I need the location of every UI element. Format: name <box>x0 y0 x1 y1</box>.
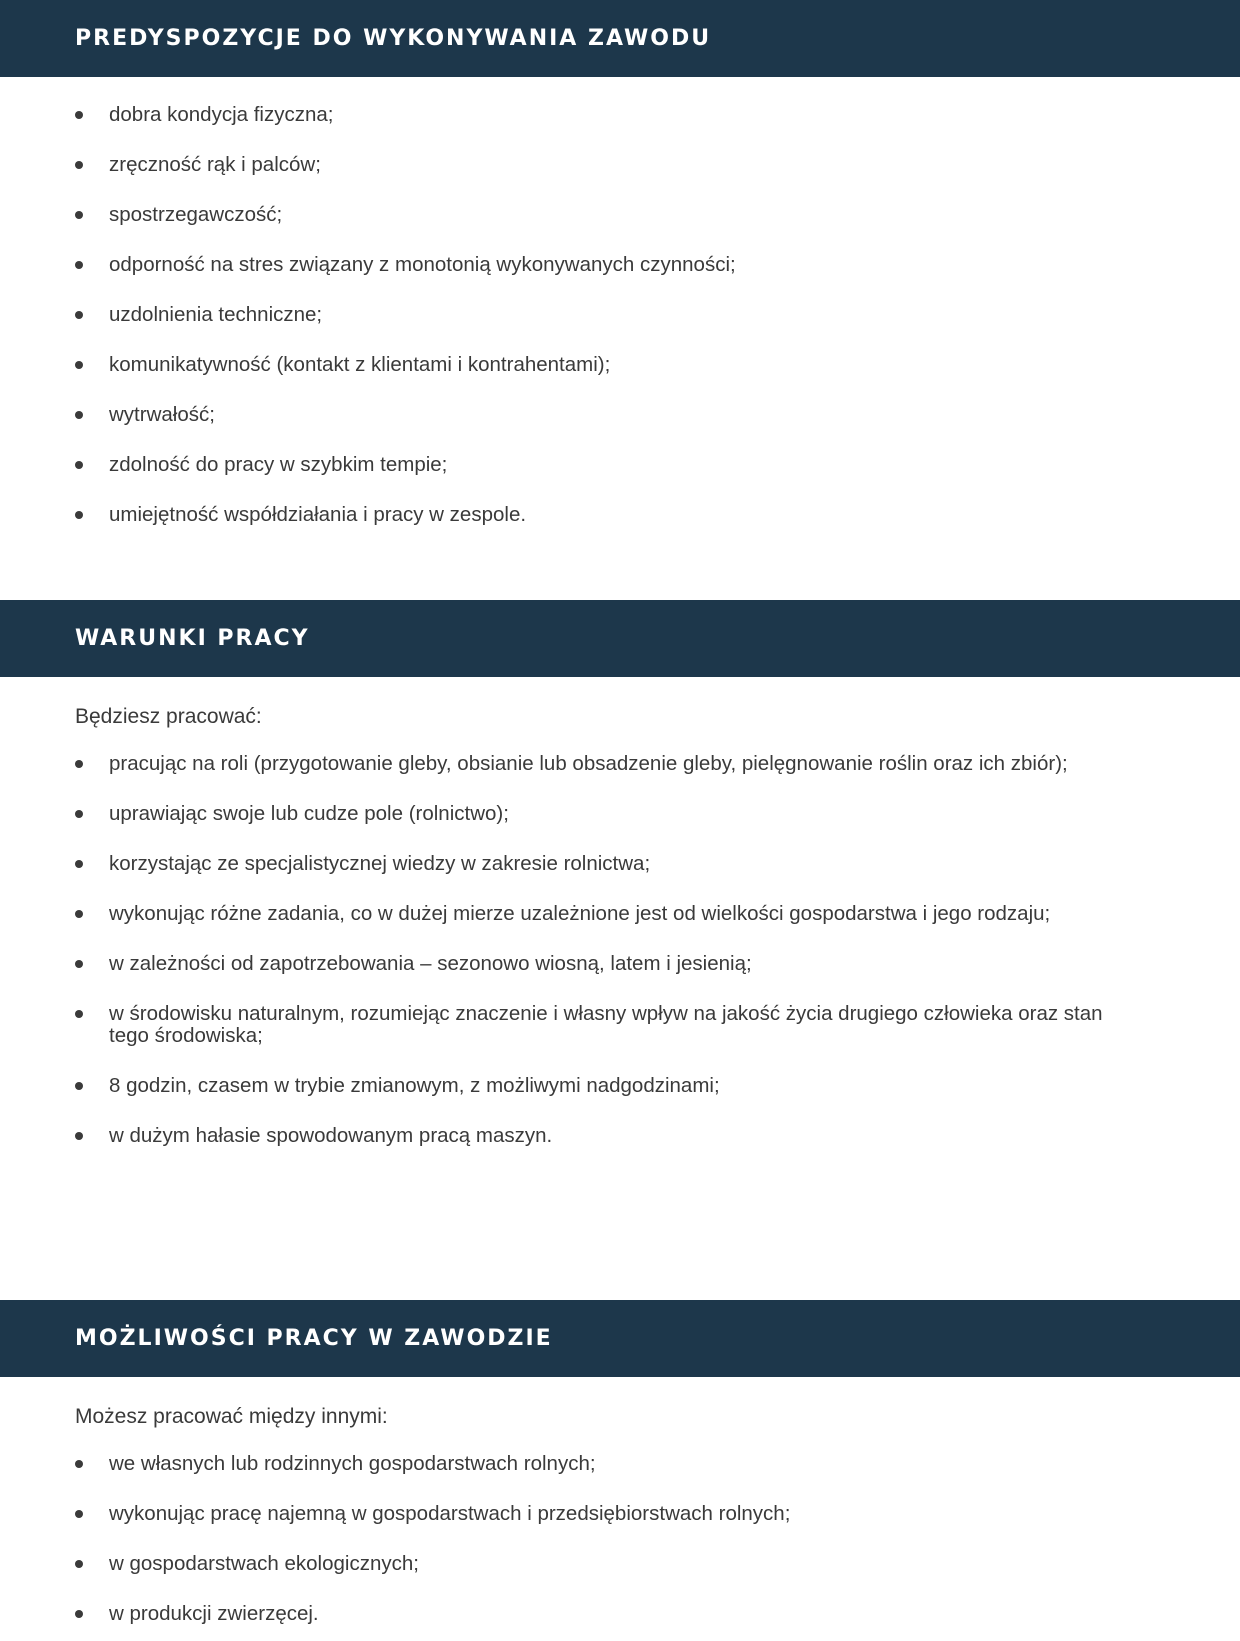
bullet-icon <box>75 111 83 119</box>
list-item <box>75 1553 1185 1575</box>
bullet-icon <box>75 461 83 469</box>
list-item-text: komunikatywność (kontakt z klientami i kontrahentami); <box>109 353 611 376</box>
list-item <box>75 354 1185 376</box>
bullet-icon <box>75 261 83 269</box>
list-item-text: spostrzegawczość; <box>109 203 283 226</box>
list-item <box>75 853 1185 875</box>
list-item-text: wykonując pracę najemną w gospodarstwach i przedsiębiorstwach rolnych; <box>109 1502 791 1525</box>
bullet-icon <box>75 1610 83 1618</box>
bullet-icon <box>75 960 83 968</box>
list-item-text: w zależności od zapotrzebowania – sezonowo wiosną, latem i jesienią; <box>109 952 752 975</box>
bullet-icon <box>75 1082 83 1090</box>
bullet-list <box>75 753 1185 1147</box>
bullet-icon <box>75 910 83 918</box>
bullet-icon <box>75 860 83 868</box>
bullet-list <box>75 104 1185 526</box>
list-item-text: uzdolnienia techniczne; <box>109 303 323 326</box>
bullet-icon <box>75 810 83 818</box>
list-item-text: zręczność rąk i palców; <box>109 153 321 176</box>
list-item-text: zdolność do pracy w szybkim tempie; <box>109 453 448 476</box>
list-item-text: w produkcji zwierzęcej. <box>109 1602 319 1625</box>
list-item-text: we własnych lub rodzinnych gospodarstwach rolnych; <box>109 1452 596 1475</box>
bullet-icon <box>75 511 83 519</box>
bullet-icon <box>75 411 83 419</box>
bullet-icon <box>75 1510 83 1518</box>
list-item <box>75 154 1185 176</box>
list-item-text: umiejętność współdziałania i pracy w zespole. <box>109 503 527 526</box>
bullet-icon <box>75 1010 83 1018</box>
section-title: MOŻLIWOŚCI PRACY W ZAWODZIE <box>75 1326 553 1351</box>
section-header-warunki-pracy <box>0 600 1240 677</box>
list-item-text: wytrwałość; <box>109 403 215 426</box>
list-item-text: w środowisku naturalnym, rozumiejąc znaczenie i własny wpływ na jakość życia drugiego człowieka oraz stan tego środowiska; <box>109 1002 1103 1047</box>
list-item-text: pracując na roli (przygotowanie gleby, obsianie lub obsadzenie gleby, pielęgnowanie roślin oraz ich zbiór); <box>109 752 1068 775</box>
section-intro: Będziesz pracować: <box>75 705 262 728</box>
list-item <box>75 254 1185 276</box>
list-item <box>75 1075 1185 1097</box>
list-item-text: wykonując różne zadania, co w dużej mierze uzależnione jest od wielkości gospodarstwa i jego rodzaju; <box>109 902 1051 925</box>
list-item <box>75 753 1185 775</box>
list-item-text: w dużym hałasie spowodowanym pracą maszyn. <box>109 1124 553 1147</box>
list-item <box>75 1503 1185 1525</box>
list-item <box>75 1003 1139 1047</box>
bullet-icon <box>75 311 83 319</box>
list-item <box>75 1125 1185 1147</box>
list-item-text: uprawiając swoje lub cudze pole (rolnictwo); <box>109 802 509 825</box>
list-item <box>75 454 1185 476</box>
section-intro: Możesz pracować między innymi: <box>75 1405 388 1428</box>
list-item <box>75 803 1185 825</box>
list-item-text: dobra kondycja fizyczna; <box>109 103 334 126</box>
list-item-text: 8 godzin, czasem w trybie zmianowym, z możliwymi nadgodzinami; <box>109 1074 720 1097</box>
section-body-warunki-pracy <box>75 703 1185 1147</box>
bullet-icon <box>75 211 83 219</box>
list-item-text: w gospodarstwach ekologicznych; <box>109 1552 419 1575</box>
section-header-mozliwosci-pracy <box>0 1300 1240 1377</box>
list-item <box>75 903 1185 925</box>
bullet-icon <box>75 1132 83 1140</box>
section-title: PREDYSPOZYCJE DO WYKONYWANIA ZAWODU <box>75 26 712 51</box>
list-item <box>75 304 1185 326</box>
bullet-icon <box>75 361 83 369</box>
bullet-icon <box>75 1460 83 1468</box>
bullet-icon <box>75 1560 83 1568</box>
list-item <box>75 104 1185 126</box>
list-item <box>75 1453 1185 1475</box>
bullet-icon <box>75 161 83 169</box>
section-body-predyspozycje <box>75 104 1185 526</box>
section-title: WARUNKI PRACY <box>75 626 310 651</box>
section-body-mozliwosci-pracy <box>75 1403 1185 1625</box>
bullet-list <box>75 1453 1185 1625</box>
list-item <box>75 204 1185 226</box>
list-item <box>75 1603 1185 1625</box>
section-header-predyspozycje <box>0 0 1240 77</box>
list-item <box>75 504 1185 526</box>
list-item-text: korzystając ze specjalistycznej wiedzy w zakresie rolnictwa; <box>109 852 651 875</box>
list-item <box>75 404 1185 426</box>
list-item-text: odporność na stres związany z monotonią wykonywanych czynności; <box>109 253 736 276</box>
bullet-icon <box>75 760 83 768</box>
list-item <box>75 953 1185 975</box>
